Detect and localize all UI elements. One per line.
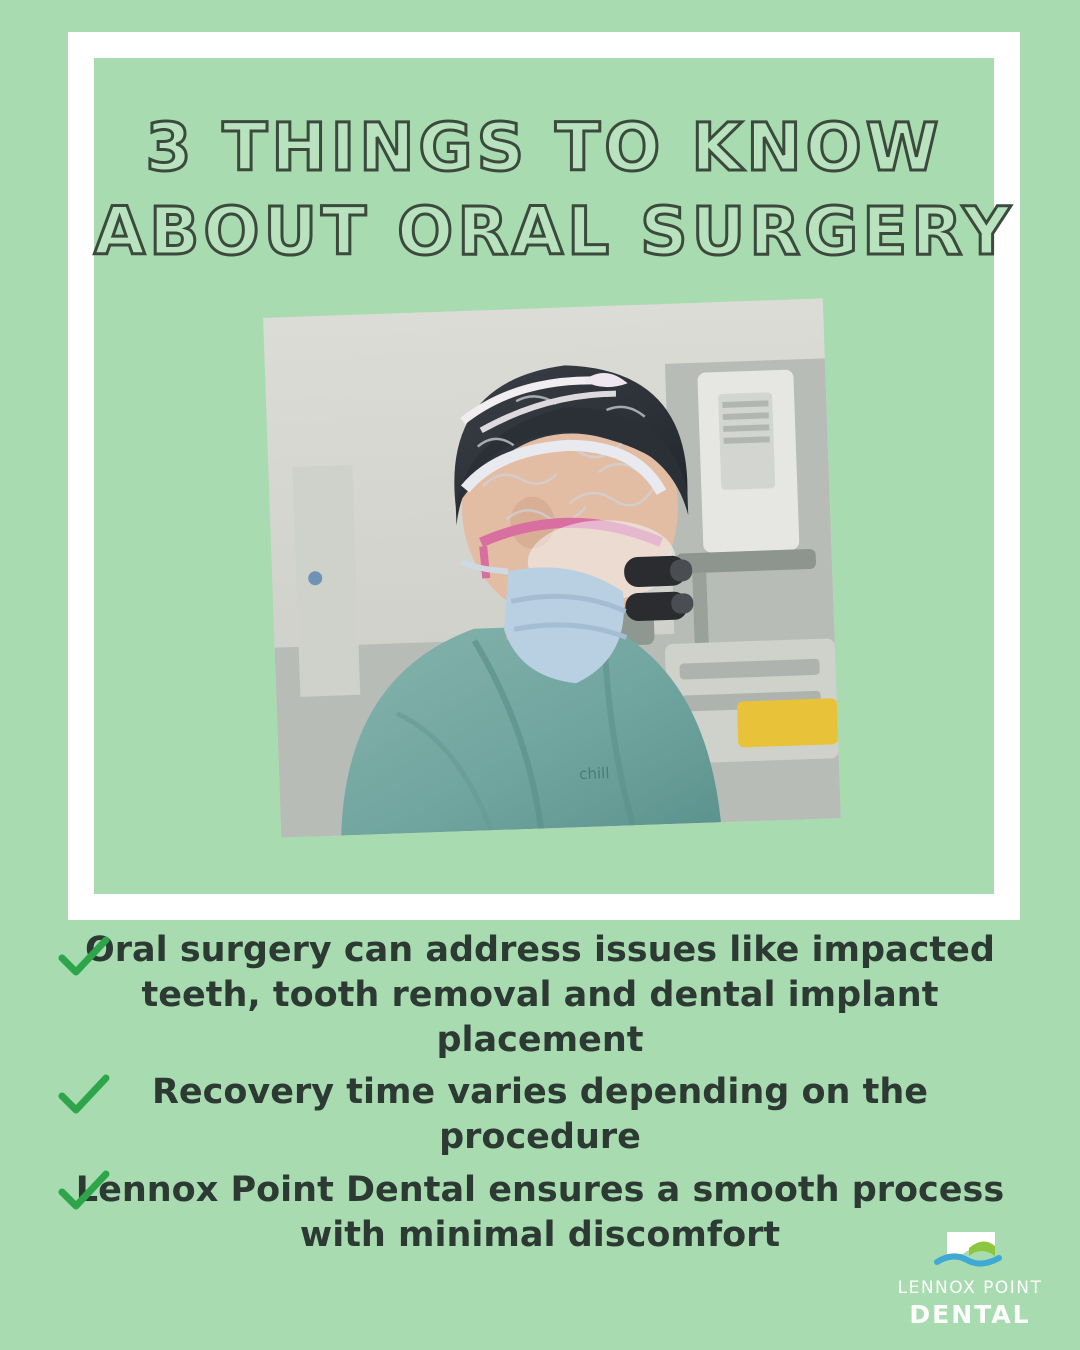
poster-frame xyxy=(68,32,1020,920)
wave-logo-icon xyxy=(933,1228,1007,1272)
logo-subtitle: DENTAL xyxy=(909,1299,1031,1329)
surgery-photo xyxy=(263,298,841,837)
title-line-1: 3 THINGS TO KNOW xyxy=(145,109,943,186)
check-icon xyxy=(58,936,110,980)
list-item xyxy=(0,928,1080,1062)
title-line-2: ABOUT ORAL SURGERY xyxy=(94,193,1015,271)
page-title xyxy=(94,106,1015,275)
poster-frame-inner xyxy=(94,58,1015,894)
surgery-photo-illustration xyxy=(263,298,841,837)
bullet-text: Lennox Point Dental ensures a smooth process with minimal discomfort xyxy=(75,1169,1005,1255)
list-item xyxy=(0,1070,1080,1160)
check-icon xyxy=(58,1074,110,1118)
brand-logo xyxy=(894,1228,1046,1328)
check-icon xyxy=(58,1170,110,1214)
logo-name: LENNOX POINT xyxy=(897,1278,1043,1299)
bullet-text: Recovery time varies depending on the procedure xyxy=(151,1072,929,1158)
bullet-text: Oral surgery can address issues like impacted teeth, tooth removal and dental implant placement xyxy=(85,930,995,1060)
svg-text:chill: chill xyxy=(578,764,610,784)
bullet-list xyxy=(0,928,1080,1266)
